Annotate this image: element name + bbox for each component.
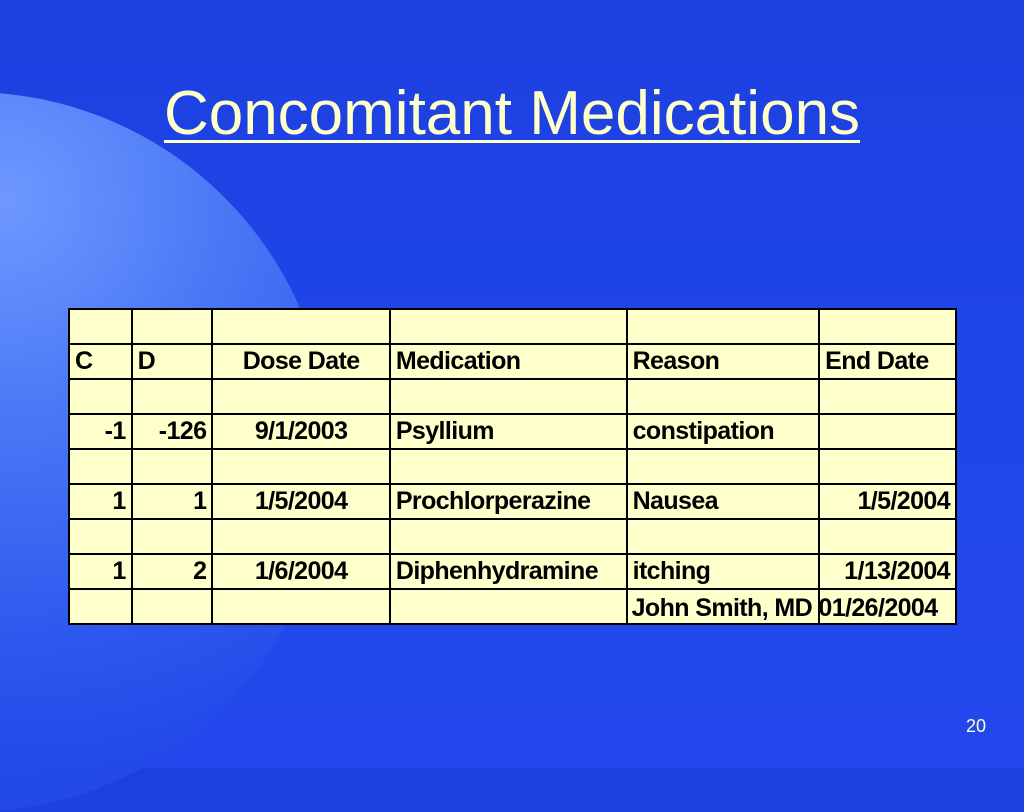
cell-reason: constipation (627, 414, 820, 449)
table-row-blank (69, 379, 956, 414)
cell-d: 2 (132, 554, 213, 589)
table-header-row (69, 344, 956, 379)
slide-title: Concomitant Medications (163, 79, 861, 148)
table-row (69, 414, 956, 449)
table-row (69, 484, 956, 519)
cell-c: -1 (69, 414, 132, 449)
table-signature-row (69, 589, 956, 624)
cell-medication: Prochlorperazine (390, 484, 627, 519)
header-end-date: End Date (819, 344, 956, 379)
page-number: 20 (965, 716, 986, 736)
signature-text: John Smith, MD 01/26/2004 (631, 594, 938, 622)
cell-reason: itching (627, 554, 820, 589)
header-medication: Medication (390, 344, 627, 379)
table-row-blank (69, 309, 956, 344)
cell-d: -126 (132, 414, 213, 449)
table-row-blank (69, 449, 956, 484)
medications-table (68, 308, 957, 625)
cell-medication: Psyllium (390, 414, 627, 449)
signature-cell (627, 589, 938, 624)
cell-reason: Nausea (627, 484, 820, 519)
cell-c: 1 (69, 484, 132, 519)
cell-dose-date: 1/5/2004 (212, 484, 389, 519)
cell-end-date: 1/5/2004 (819, 484, 956, 519)
table-row-blank (69, 519, 956, 554)
cell-dose-date: 1/6/2004 (212, 554, 389, 589)
cell-medication: Diphenhydramine (390, 554, 627, 589)
header-c: C (69, 344, 132, 379)
header-dose-date: Dose Date (212, 344, 389, 379)
cell-d: 1 (132, 484, 213, 519)
cell-end-date: 1/13/2004 (819, 554, 956, 589)
cell-dose-date: 9/1/2003 (212, 414, 389, 449)
header-reason: Reason (627, 344, 820, 379)
header-d: D (132, 344, 213, 379)
table-row (69, 554, 956, 589)
cell-end-date (819, 414, 956, 449)
cell-c: 1 (69, 554, 132, 589)
